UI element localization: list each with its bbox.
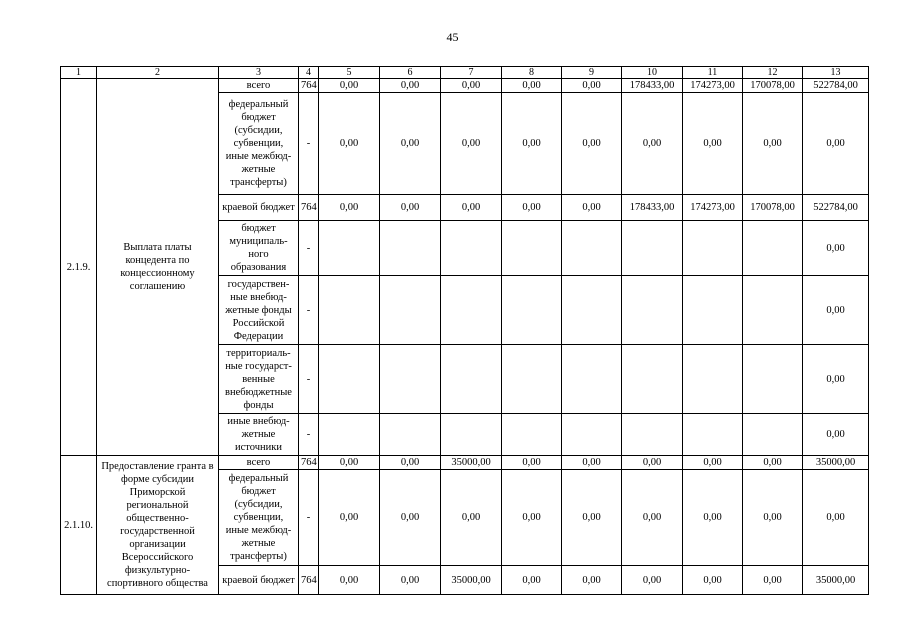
value-cell: 522784,00 (803, 195, 869, 221)
value-cell: 0,00 (380, 470, 441, 566)
value-cell (380, 276, 441, 345)
value-cell: 0,00 (502, 566, 562, 595)
value-cell: 0,00 (562, 566, 622, 595)
value-cell: 0,00 (319, 93, 380, 195)
value-cell: 178433,00 (622, 195, 683, 221)
funding-source: территориаль-ные государст-венные внебюджетные фонды (219, 345, 299, 414)
value-cell (502, 414, 562, 456)
value-cell (441, 221, 502, 276)
value-cell: 0,00 (743, 456, 803, 470)
value-cell (380, 345, 441, 414)
value-cell: 0,00 (743, 470, 803, 566)
value-cell: 0,00 (683, 470, 743, 566)
value-cell: 0,00 (319, 566, 380, 595)
value-cell: 35000,00 (441, 456, 502, 470)
value-cell (502, 276, 562, 345)
header-cell: 8 (502, 67, 562, 79)
value-cell (562, 414, 622, 456)
value-cell (562, 276, 622, 345)
value-cell: 0,00 (803, 221, 869, 276)
value-cell (683, 221, 743, 276)
value-cell: 170078,00 (743, 79, 803, 93)
header-cell: 7 (441, 67, 502, 79)
value-cell: 0,00 (441, 93, 502, 195)
row-number: 2.1.9. (61, 79, 97, 456)
header-cell: 5 (319, 67, 380, 79)
value-cell (319, 414, 380, 456)
value-cell (562, 345, 622, 414)
header-cell: 12 (743, 67, 803, 79)
value-cell (683, 414, 743, 456)
value-cell: 0,00 (319, 470, 380, 566)
ministry-code: - (299, 345, 319, 414)
value-cell: 0,00 (502, 93, 562, 195)
value-cell: 170078,00 (743, 195, 803, 221)
value-cell: 35000,00 (803, 456, 869, 470)
funding-source: федеральный бюджет (субсидии, субвенции, иные межбюд-жетные трансферты) (219, 93, 299, 195)
value-cell (743, 345, 803, 414)
value-cell (683, 345, 743, 414)
value-cell (502, 345, 562, 414)
header-cell: 11 (683, 67, 743, 79)
funding-source: краевой бюджет (219, 195, 299, 221)
value-cell: 178433,00 (622, 79, 683, 93)
value-cell (319, 276, 380, 345)
value-cell: 0,00 (622, 470, 683, 566)
value-cell: 0,00 (380, 195, 441, 221)
value-cell: 0,00 (502, 470, 562, 566)
value-cell: 0,00 (562, 470, 622, 566)
header-cell: 6 (380, 67, 441, 79)
value-cell (441, 345, 502, 414)
value-cell (562, 221, 622, 276)
ministry-code: 764 (299, 79, 319, 93)
funding-source: федеральный бюджет (субсидии, субвенции, иные межбюд-жетные трансферты) (219, 470, 299, 566)
funding-source: бюджет муниципаль-ного образования (219, 221, 299, 276)
value-cell (622, 345, 683, 414)
value-cell: 0,00 (683, 93, 743, 195)
ministry-code: - (299, 470, 319, 566)
budget-table (60, 66, 869, 595)
value-cell (380, 414, 441, 456)
value-cell: 174273,00 (683, 195, 743, 221)
value-cell: 0,00 (803, 345, 869, 414)
value-cell: 0,00 (441, 470, 502, 566)
value-cell: 0,00 (380, 566, 441, 595)
value-cell: 0,00 (441, 79, 502, 93)
value-cell: 0,00 (622, 566, 683, 595)
value-cell (380, 221, 441, 276)
funding-source: иные внебюд-жетные источники (219, 414, 299, 456)
ministry-code: - (299, 414, 319, 456)
row-number: 2.1.10. (61, 456, 97, 595)
value-cell (441, 276, 502, 345)
table-row (61, 456, 869, 470)
value-cell: 0,00 (803, 276, 869, 345)
header-row (61, 67, 869, 79)
ministry-code: 764 (299, 195, 319, 221)
funding-source: государствен-ные внебюд-жетные фонды Российской Федерации (219, 276, 299, 345)
header-cell: 4 (299, 67, 319, 79)
value-cell: 0,00 (743, 566, 803, 595)
value-cell: 0,00 (502, 456, 562, 470)
value-cell (502, 221, 562, 276)
value-cell: 0,00 (803, 470, 869, 566)
header-cell: 13 (803, 67, 869, 79)
value-cell: 0,00 (319, 195, 380, 221)
value-cell: 35000,00 (441, 566, 502, 595)
value-cell (622, 414, 683, 456)
table-row (61, 79, 869, 93)
value-cell (319, 345, 380, 414)
value-cell (743, 276, 803, 345)
measure-name: Предоставление гранта в форме субсидии Приморской региональной общественно-государственной организации Всероссийского физкультурно-спортивного общества (97, 456, 219, 595)
value-cell (683, 276, 743, 345)
funding-source: краевой бюджет (219, 566, 299, 595)
value-cell: 0,00 (319, 79, 380, 93)
value-cell: 0,00 (380, 93, 441, 195)
header-cell: 3 (219, 67, 299, 79)
value-cell (622, 221, 683, 276)
value-cell: 0,00 (319, 456, 380, 470)
value-cell: 0,00 (380, 79, 441, 93)
table-body (61, 67, 869, 595)
value-cell (743, 221, 803, 276)
value-cell: 0,00 (380, 456, 441, 470)
ministry-code: 764 (299, 566, 319, 595)
value-cell: 0,00 (803, 414, 869, 456)
ministry-code: - (299, 93, 319, 195)
value-cell: 0,00 (743, 93, 803, 195)
value-cell: 0,00 (562, 79, 622, 93)
value-cell: 0,00 (622, 93, 683, 195)
value-cell: 0,00 (562, 456, 622, 470)
value-cell (441, 414, 502, 456)
header-cell: 9 (562, 67, 622, 79)
funding-source: всего (219, 456, 299, 470)
ministry-code: - (299, 276, 319, 345)
measure-name: Выплата платы концедента по концессионному соглашению (97, 79, 219, 456)
value-cell: 0,00 (683, 456, 743, 470)
value-cell: 522784,00 (803, 79, 869, 93)
value-cell: 0,00 (502, 195, 562, 221)
ministry-code: 764 (299, 456, 319, 470)
value-cell: 174273,00 (683, 79, 743, 93)
header-cell: 1 (61, 67, 97, 79)
header-cell: 2 (97, 67, 219, 79)
header-cell: 10 (622, 67, 683, 79)
value-cell: 0,00 (562, 93, 622, 195)
value-cell: 0,00 (622, 456, 683, 470)
value-cell: 0,00 (502, 79, 562, 93)
value-cell: 0,00 (683, 566, 743, 595)
value-cell: 0,00 (562, 195, 622, 221)
funding-source: всего (219, 79, 299, 93)
value-cell: 0,00 (803, 93, 869, 195)
value-cell (622, 276, 683, 345)
value-cell: 35000,00 (803, 566, 869, 595)
value-cell (319, 221, 380, 276)
value-cell: 0,00 (441, 195, 502, 221)
value-cell (743, 414, 803, 456)
page-number: 45 (446, 30, 459, 44)
ministry-code: - (299, 221, 319, 276)
